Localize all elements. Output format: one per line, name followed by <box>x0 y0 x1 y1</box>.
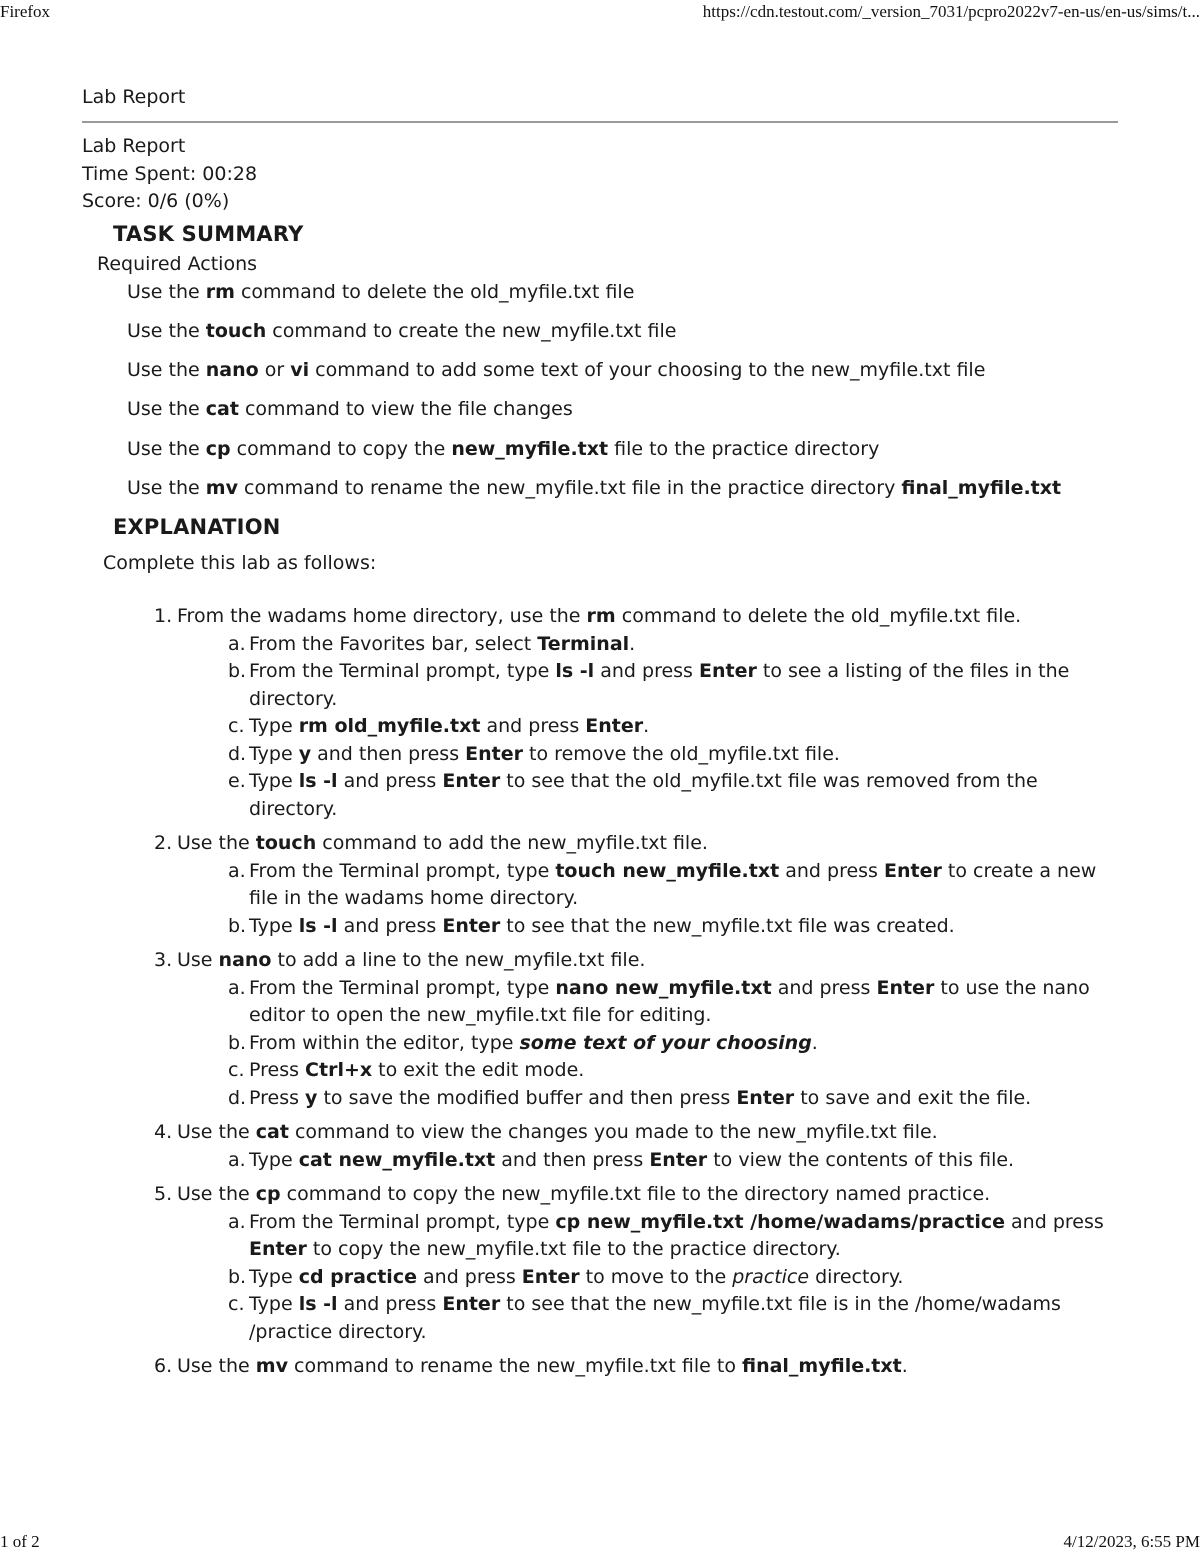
step-text <box>177 832 708 854</box>
text-run: to see that the old_myfile.txt file was removed from the directory. <box>249 770 1038 820</box>
text-run: directory. <box>809 1266 903 1288</box>
command-text: y <box>299 743 311 765</box>
substep-list <box>177 1147 1118 1175</box>
text-run: Type <box>249 743 299 765</box>
command-text: y <box>305 1087 317 1109</box>
substep-item <box>82 1147 1118 1175</box>
command-text: final_myfile.txt <box>901 477 1061 499</box>
substep-letter: b. <box>228 1264 246 1292</box>
command-text: mv <box>256 1355 288 1377</box>
substep-list <box>177 631 1118 824</box>
text-run: command to rename the new_myfile.txt file to <box>288 1355 742 1377</box>
text-run: From the Terminal prompt, type <box>249 1211 555 1233</box>
substep-text <box>249 715 649 737</box>
text-run: and press <box>594 660 699 682</box>
print-footer <box>0 1530 1200 1554</box>
text-run: and press <box>338 1293 443 1315</box>
step-text <box>177 1183 990 1205</box>
step-text <box>177 949 645 971</box>
substep-letter: b. <box>228 1030 246 1058</box>
text-run: . <box>812 1032 818 1054</box>
substep-list <box>177 975 1118 1113</box>
command-text: cp new_myfile.txt /home/wadams/practice <box>555 1211 1005 1233</box>
text-run: command to view the file changes <box>239 398 573 420</box>
text-run: Type <box>249 770 299 792</box>
required-action-item <box>127 395 1118 423</box>
text-run: From the Terminal prompt, type <box>249 977 555 999</box>
step-number: 1. <box>154 603 172 631</box>
text-run: Type <box>249 1293 299 1315</box>
text-run: and press <box>1005 1211 1104 1233</box>
substep-item <box>82 768 1118 823</box>
substep-text <box>249 1059 584 1081</box>
substep-list <box>177 1209 1118 1347</box>
text-run: and press <box>779 860 884 882</box>
command-text: Enter <box>585 715 643 737</box>
substep-letter: d. <box>228 1085 246 1113</box>
step-number: 3. <box>154 947 172 975</box>
command-text: cat <box>206 398 239 420</box>
substep-letter: a. <box>228 975 246 1003</box>
substep-item <box>82 631 1118 659</box>
command-text: Ctrl+x <box>305 1059 372 1081</box>
text-run: Press <box>249 1087 305 1109</box>
page-number: 1 of 2 <box>0 1532 40 1552</box>
text-run: and then press <box>495 1149 649 1171</box>
command-text: Enter <box>249 1238 307 1260</box>
command-text: nano <box>219 949 272 971</box>
substep-item <box>82 658 1118 713</box>
text-run: file to the practice directory <box>608 438 879 460</box>
substep-item <box>82 1264 1118 1292</box>
substep-text <box>249 915 955 937</box>
text-run: and press <box>772 977 877 999</box>
substep-text <box>249 860 1096 910</box>
step-item <box>82 1181 1118 1346</box>
command-text: Enter <box>442 1293 500 1315</box>
substep-text <box>249 1149 1014 1171</box>
text-run: From the Terminal prompt, type <box>249 660 555 682</box>
text-run: to save and exit the file. <box>794 1087 1031 1109</box>
required-action-item <box>127 317 1118 345</box>
required-actions-label: Required Actions <box>97 250 1118 278</box>
substep-letter: b. <box>228 658 246 686</box>
text-run: Type <box>249 1149 299 1171</box>
command-text: Enter <box>699 660 757 682</box>
text-run: Use the <box>177 832 256 854</box>
command-text: Enter <box>522 1266 580 1288</box>
command-text: Enter <box>465 743 523 765</box>
step-item <box>82 1353 1118 1381</box>
text-run: and press <box>338 770 443 792</box>
substep-letter: a. <box>228 1147 246 1175</box>
substep-text <box>249 1266 903 1288</box>
required-action-item <box>127 278 1118 306</box>
text-run: to copy the new_myfile.txt file to the practice directory. <box>307 1238 841 1260</box>
text-run: command to create the new_myfile.txt file <box>266 320 676 342</box>
step-item <box>82 1119 1118 1174</box>
text-run: Use <box>177 949 219 971</box>
print-datetime: 4/12/2023, 6:55 PM <box>1064 1532 1200 1552</box>
substep-item <box>82 1057 1118 1085</box>
text-run: command to view the changes you made to the new_myfile.txt file. <box>289 1121 938 1143</box>
text-run: and press <box>338 915 443 937</box>
explanation-intro: Complete this lab as follows: <box>103 549 1118 577</box>
command-text: cat new_myfile.txt <box>299 1149 496 1171</box>
step-item <box>82 947 1118 1112</box>
required-actions-list <box>82 278 1118 502</box>
substep-item <box>82 858 1118 913</box>
step-text <box>177 1121 938 1143</box>
print-header-app: Firefox <box>0 2 50 22</box>
print-header <box>0 0 1200 24</box>
substep-text <box>249 743 840 765</box>
text-run: command to copy the <box>231 438 452 460</box>
command-text: cp <box>206 438 231 460</box>
text-run: to view the contents of this file. <box>707 1149 1014 1171</box>
substep-item <box>82 1209 1118 1264</box>
substep-text <box>249 1087 1031 1109</box>
text-run: to exit the edit mode. <box>372 1059 584 1081</box>
text-run: command to rename the new_myfile.txt file in the practice directory <box>238 477 901 499</box>
text-run: command to delete the old_myfile.txt file. <box>616 605 1022 627</box>
substep-text <box>249 1293 1061 1343</box>
text-run: Use the <box>127 320 206 342</box>
substep-item <box>82 1085 1118 1113</box>
substep-letter: a. <box>228 631 246 659</box>
score: Score: 0/6 (0%) <box>82 188 1118 216</box>
text-run: or <box>259 359 291 381</box>
substep-letter: c. <box>228 1057 245 1085</box>
step-item <box>82 603 1118 823</box>
command-text: nano new_myfile.txt <box>555 977 771 999</box>
substep-item <box>82 913 1118 941</box>
step-text <box>177 605 1021 627</box>
required-action-item <box>127 435 1118 463</box>
command-text: nano <box>206 359 259 381</box>
substep-item <box>82 975 1118 1030</box>
step-number: 5. <box>154 1181 172 1209</box>
text-run: to remove the old_myfile.txt file. <box>523 743 840 765</box>
substep-letter: c. <box>228 1291 245 1319</box>
text-run: to create a new file in the wadams home directory. <box>249 860 1096 910</box>
substep-letter: a. <box>228 858 246 886</box>
substep-item <box>82 1291 1118 1346</box>
substep-text <box>249 660 1069 710</box>
text-run: command to delete the old_myfile.txt file <box>235 281 634 303</box>
text-run: From the Terminal prompt, type <box>249 860 555 882</box>
step-text <box>177 1355 908 1377</box>
text-run: Use the <box>177 1121 256 1143</box>
command-text: mv <box>206 477 238 499</box>
required-action-item <box>127 356 1118 384</box>
print-header-url[interactable]: https://cdn.testout.com/_version_7031/pcpro2022v7-en-us/en-us/sims/t... <box>703 2 1200 22</box>
text-run: Use the <box>127 359 206 381</box>
text-run: command to copy the new_myfile.txt file to the directory named practice. <box>281 1183 991 1205</box>
text-run: Use the <box>177 1183 256 1205</box>
substep-letter: b. <box>228 913 246 941</box>
text-run: Use the <box>127 398 206 420</box>
explanation-steps <box>82 603 1118 1381</box>
task-summary-heading: TASK SUMMARY <box>113 220 1118 248</box>
command-text: ls -l <box>555 660 594 682</box>
substep-list <box>177 858 1118 941</box>
substep-item <box>82 1030 1118 1058</box>
lab-report-content <box>82 84 1118 1388</box>
command-text: touch <box>256 832 316 854</box>
text-run: . <box>643 715 649 737</box>
command-text: Enter <box>442 915 500 937</box>
command-text: Enter <box>649 1149 707 1171</box>
command-text: Enter <box>442 770 500 792</box>
command-text: ls -l <box>299 1293 338 1315</box>
substep-letter: e. <box>228 768 246 796</box>
command-text: Enter <box>736 1087 794 1109</box>
command-text: ls -l <box>299 770 338 792</box>
text-run: Press <box>249 1059 305 1081</box>
substep-letter: a. <box>228 1209 246 1237</box>
step-number: 4. <box>154 1119 172 1147</box>
substep-item <box>82 741 1118 769</box>
text-run: and press <box>480 715 585 737</box>
command-text: final_myfile.txt <box>742 1355 902 1377</box>
command-text: cat <box>256 1121 289 1143</box>
text-run: Type <box>249 915 299 937</box>
emphasis-text: practice <box>732 1266 809 1288</box>
text-run: command to add some text of your choosing to the new_myfile.txt file <box>309 359 985 381</box>
report-title: Lab Report <box>82 133 1118 161</box>
required-action-item <box>127 474 1118 502</box>
text-run: Use the <box>177 1355 256 1377</box>
text-run: to see that the new_myfile.txt file is in the /home/wadams /practice directory. <box>249 1293 1061 1343</box>
command-text: ls -l <box>299 915 338 937</box>
page-title: Lab Report <box>82 84 1118 110</box>
substep-item <box>82 713 1118 741</box>
substep-letter: d. <box>228 741 246 769</box>
text-run: . <box>629 633 635 655</box>
substep-text <box>249 633 635 655</box>
step-number: 6. <box>154 1353 172 1381</box>
title-divider <box>82 121 1118 123</box>
text-run: to add a line to the new_myfile.txt file. <box>271 949 645 971</box>
command-text: vi <box>290 359 309 381</box>
step-number: 2. <box>154 830 172 858</box>
command-text: Terminal <box>537 633 629 655</box>
substep-text <box>249 1211 1104 1261</box>
text-run: Use the <box>127 438 206 460</box>
command-text: rm old_myfile.txt <box>299 715 481 737</box>
time-spent: Time Spent: 00:28 <box>82 161 1118 189</box>
text-run: From the wadams home directory, use the <box>177 605 587 627</box>
command-text: rm <box>206 281 235 303</box>
substep-text <box>249 977 1090 1027</box>
command-text: touch <box>206 320 266 342</box>
substep-letter: c. <box>228 713 245 741</box>
text-run: to save the modified buffer and then press <box>317 1087 736 1109</box>
text-run: Type <box>249 715 299 737</box>
text-run: Use the <box>127 281 206 303</box>
text-run: and press <box>417 1266 522 1288</box>
text-run: Type <box>249 1266 299 1288</box>
text-run: command to add the new_myfile.txt file. <box>316 832 708 854</box>
command-text: Enter <box>876 977 934 999</box>
command-text: touch new_myfile.txt <box>555 860 779 882</box>
step-item <box>82 830 1118 940</box>
text-run: . <box>902 1355 908 1377</box>
text-run: From within the editor, type <box>249 1032 519 1054</box>
text-run: to see that the new_myfile.txt file was created. <box>500 915 955 937</box>
explanation-heading: EXPLANATION <box>113 513 1118 541</box>
text-run: to use the nano editor to open the new_myfile.txt file for editing. <box>249 977 1090 1027</box>
command-text: some text of your choosing <box>519 1032 811 1054</box>
command-text: rm <box>587 605 616 627</box>
command-text: cd practice <box>299 1266 417 1288</box>
text-run: From the Favorites bar, select <box>249 633 537 655</box>
text-run: and then press <box>311 743 465 765</box>
command-text: cp <box>256 1183 281 1205</box>
substep-text <box>249 1032 818 1054</box>
substep-text <box>249 770 1038 820</box>
text-run: to move to the <box>580 1266 733 1288</box>
text-run: to see a listing of the files in the directory. <box>249 660 1069 710</box>
text-run: Use the <box>127 477 206 499</box>
command-text: new_myfile.txt <box>451 438 608 460</box>
command-text: Enter <box>884 860 942 882</box>
